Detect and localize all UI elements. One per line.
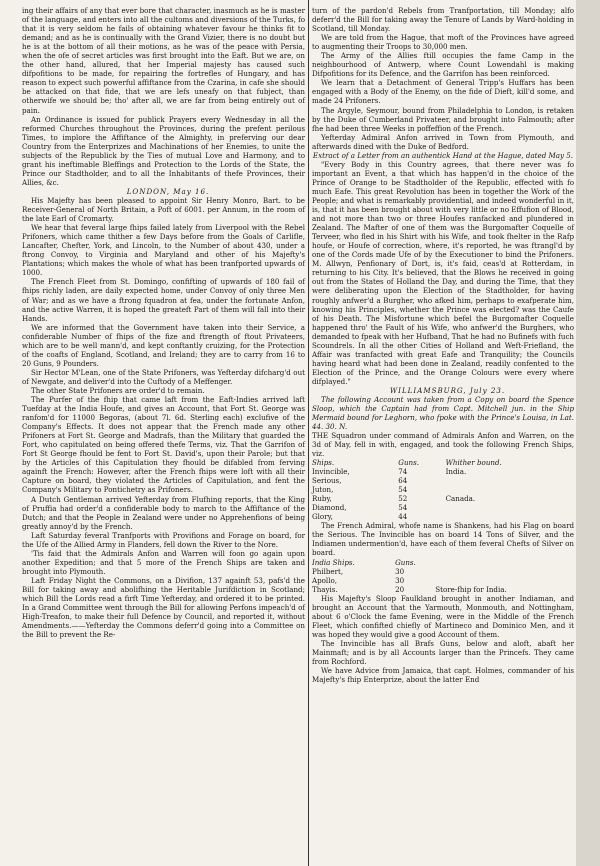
india-ship-guns: 30: [395, 566, 405, 576]
india-ship-guns: 30: [395, 575, 405, 585]
article-paragraph: Yefterday Admiral Anfon arrived in Town from Plymouth, and afterwards dined with the Duke of Bedford.: [312, 132, 574, 151]
article-paragraph: We learn that a Detachment of General Tripp's Huffars has been engaged with a Body of the Enemy, on the fide of Dieft, kill'd some, and made 24 Prifoners.: [312, 78, 574, 106]
ship-guns: 44: [398, 512, 408, 522]
french-ships-table: [312, 458, 574, 521]
table-row: [312, 485, 574, 494]
article-paragraph: ing their affairs of any that ever bore that character, inasmuch as he is master of the language, and enters into all the cultoms and diversions of the Turks, fo that it is very seldom he fails of obtaining whatever favour he thinks fit to demand; and as he is continually with the Grand Vizier, there is no doubt but he is at the bottom of all their motions, as he was of the peace with Persia, when the ofe of secret articles was first brought into the Eaft. But we are, on the other hand, allured, that her Imperial majesty has caused such difpofitions to be made, for repairing the fortrefles of Hungary, and has reason to expect such powerful affiftance from the Czarina, in cafe she should be attacked on that fide, that we are lefs uneafy on that fubject, than otherwife we should be; tho' after all, we are far from being entirely out of pain.: [22, 6, 305, 115]
ship-whither: [446, 503, 574, 512]
ship-name: Diamond,: [312, 503, 347, 513]
table-row: [312, 567, 574, 576]
article-intro-italic: The following Account was taken from a Copy on board the Spence Sloop, which the Captain had from Capt. Mitchell jun. in the Ship Mermaid bound for Leghorn, who fpoke with the Prince's Louisa, in Lat. 44. 30. N.: [312, 395, 574, 432]
india-ship-name: Apollo,: [312, 575, 337, 585]
article-paragraph: Laft Friday Night the Commons, on a Divifion, 137 againft 53, pafs'd the Bill for taking away and abolifhing the Heritable Jurifdiction in Scotland; which Bill the Lords read a firft Time Yefterday, and ordered it to be printed. In a Grand Committee went through the Bill for allowing Perfons impeach'd of High-Treafon, to make their full Defence by Council, and reported it, without Amendments.——Yefterday the Commons deferr'd going into a Committee on the Bill to prevent the Re-: [22, 575, 305, 640]
table-row: [312, 467, 574, 476]
india-guns-col-head: Guns.: [395, 557, 416, 567]
extract-heading: Extract of a Letter from an authentick Hand at the Hague, dated May 5.: [312, 150, 574, 160]
ship-name: Invincible,: [312, 467, 350, 477]
article-paragraph: turn of the pardon'd Rebels from Tranfportation, till Monday; alfo deferr'd the Bill for taking away the Tenure of Lands by Ward-holding in Scotland, till Monday.: [312, 6, 574, 34]
left-column: [22, 6, 305, 639]
ship-guns: 54: [398, 485, 408, 495]
india-ships-col-head: India Ships.: [312, 557, 355, 567]
right-column: [312, 6, 574, 684]
ship-name: Glory,: [312, 512, 333, 522]
right-margin-strip: [576, 0, 600, 866]
guns-col-head: Guns.: [398, 458, 419, 468]
india-ship-note: [435, 567, 574, 576]
table-row: [312, 503, 574, 512]
article-paragraph: The other State Prifoners are order'd to remain.: [31, 385, 205, 395]
table-row: [312, 576, 574, 585]
article-paragraph: We are told from the Hague, that moft of the Provinces have agreed to augmenting their Troops to 30,000 men.: [312, 33, 574, 52]
india-ship-note: Store-fhip for India.: [435, 584, 507, 594]
column-rule: [308, 0, 309, 866]
ship-guns: 52: [398, 494, 408, 504]
table-row: [312, 476, 574, 485]
ship-guns: 74: [398, 467, 408, 477]
ship-whither: Canada.: [445, 494, 476, 504]
article-paragraph: THE Squadron under command of Admirals Anfon and Warren, on the 3d of May, fell in with, engaged, and took the following French Ships, viz.: [312, 431, 574, 459]
ships-col-head: Ships.: [312, 458, 335, 468]
article-paragraph: His Majefty's Sloop Faulkland brought in another Indiaman, and brought an Account that the Yarmouth, Monmouth, and Nottingham, about 6 o'Clock the fame Evening, were in the Middle of the French Fleet, which confifted chiefly of Martineco and Dominico Men, and it was hoped they would give a good Account of them.: [312, 593, 574, 639]
table-header-row: [312, 558, 574, 567]
article-paragraph: Laft Saturday feveral Tranfports with Provifions and Forage on board, for the Ufe of the Allied Army in Flanders, fell down the River to the Nore.: [22, 530, 305, 549]
dateline-london: LONDON, May 16.: [126, 186, 210, 196]
ship-name: Ruby,: [312, 494, 332, 504]
whither-col-head: Whither bound.: [445, 458, 502, 468]
article-paragraph: 'Tis faid that the Admirals Anfon and Warren will foon go again upon another Expedition; and that 5 more of the French Ships are taken and brought into Plymouth.: [22, 548, 305, 576]
article-paragraph: The French Fleet from St. Domingo, confifting of upwards of 180 fail of fhips richly laden, are daily expected home, under Convoy of only three Men of War; and as we have a ftrong fquadron at fea, under the fortunate Anfon, and the active Warren, it is hoped the greateft Part of them will fall into their Hands.: [22, 277, 305, 323]
ship-whither: [446, 512, 574, 521]
india-ship-name: Philbert,: [312, 566, 344, 576]
india-ship-guns: 20: [395, 584, 405, 594]
ship-name: Serious,: [312, 476, 342, 486]
article-paragraph: His Majefty has been pleased to appoint Sir Henry Monro, Bart. to be Receiver-General of North Britain, a Poft of 6001. per Annum, in the room of the late Earl of Cromarty.: [22, 195, 305, 224]
table-row: [312, 585, 574, 594]
article-paragraph: We hear that feveral large fhips failed lately from Liverpool with the Rebel Prifoners, which came thither a few Days before from the Goals of Carlifle, Lancafter, Chefter, York, and Lincoln, to the Number of about 430, under a ftrong Convoy, to Virginia and Maryland and other of his Majefty's Plantations; which makes the whole of what has been tranfported upwards of 1000.: [22, 223, 305, 278]
india-ship-name: Thayis.: [312, 584, 338, 594]
article-paragraph: We are informed that the Government have taken into their Service, a confiderable Number of fhips of the fize and ftrength of ftout Privateers, which are to be well mann'd, and kept conftantly cruizing, for the Protection of the coafts of England, Scotland, and Ireland; they are to carry from 16 to 20 Guns, 9 Pounders.: [22, 322, 305, 368]
ship-guns: 54: [398, 503, 408, 513]
article-paragraph: We have Advice from Jamaica, that capt. Holmes, commander of his Majefty's fhip Enterprize, about the latter End: [312, 665, 574, 684]
india-ships-table: [312, 558, 574, 594]
ship-whither: [446, 476, 574, 485]
ship-whither: [446, 485, 574, 494]
article-paragraph: A Dutch Gentleman arrived Yefterday from Flufhing reports, that the King of Pruffia had order'd a confiderable body to march to the Affiftance of the Dutch; and that the People in Zealand were under no Apprehenfions of being greatly annoy'd by the French.: [22, 494, 305, 531]
article-paragraph: The Purfer of the fhip that came laft from the Eaft-Indies arrived laft Tuefday at the India Houfe, and gives an Account, that Fort St. George was ranfom'd for 11000 Begoras, (about 7l. 6d. Sterling each) exclufive of the Company's Effects. It does not appear that the French made any other Prifoners at Fort St. George and Madrafs, than the Military that guarded the Fort, who capitulated on being offered thefe Terms, viz. That the Garrifon of Fort St George fhould be fent to Fort St. David's, upon their Parole; but that by the Articles of this Capitulation they fhould be difabled from ferving againft the French: However, after the French fhips were loft with all their Capture on board, they violated the Articles of Capitulation, and fent the Company's Military to Pontichetry as Prifoners.: [22, 395, 305, 495]
article-paragraph: "Every Body in this Country agrees, that there never was fo important an Event, a that which has happen'd in the choice of the Prince of Orange to be Stadtholder of the Republic, effected with fo much Eafe. This great Revolution has been in together the Work of the People; and what is remarkably providential, and indeed wonderful in it, is, that it has been brought about with very little or no Effufion of Blood, and not more than two or three Houfes ranfacked and plundered in Zealand. The Mafter of one of them was the Burgomafter Coquelle of Terveer, who fled in his Shirt with his Wife, and took fhelter in the Rafp houfe, or Houfe of correction, where, it's reported, he was ftrangl'd by one of the Cords made Ufe of by the Executioner to bind the Prifoners. M. Allwyn, Penfionary of Dort, is, it's faid, ceas'd at Rotterdam, in returning to his City. It's believed, that the Blows he received in going out from the States of Holland the Day, and during the Time, that they were deliberating upon the Election of the Stadtholder, for having roughly anfwer'd a Burgher, who afked him, perhaps to exafperate him, knowing his Principles, whether the Prince was elected? was the Caufe of his Death. The Misfortune which befel the Burgomafter Coquelle happened thro' the Fault of his Wife, who anfwer'd the Burghers, who demanded to fpeak with her Hufband, That he had no Bufinefs with fuch Scoundrels. In all the other Cities of Holland and Weft-Friefland, the Affair was tranfacted with great Eafe and Tranquility; the Councils having heard what had been done in Zealand, readily confented to the Election of the Prince, and the Orange Colours were every where difplayed.": [312, 159, 574, 386]
article-paragraph: The Invincible has all Brafs Guns, below and aloft, abaft her Mainmaft; and is by all Accounts larger than the Princefs. They came from Rochford.: [312, 638, 574, 666]
article-paragraph: An Ordinance is issued for publick Prayers every Wednesday in all the reformed Churches throughout the Provinces, during the prefent perilous Times, to implore the Affiftance of the Almighty, in preferving our dear Country from the Enterprizes and Machinations of her Enemies, to unite the subjects of the Republick by the Ties of mutual Love and Harmony, and to grant his ineftimable Bleffings and Protection to the Lords of the State, the Prince our Stadtholder, and to all the Inhabitants of thefe Provinces, their Allies, &c.: [22, 114, 305, 187]
article-paragraph: The Army of the Allies ftill occupies the fame Camp in the neighbourhood of Antwerp, where Count Lowendahl is making Difpofitions for its Defence, and the Garrifon has been reinforced.: [312, 51, 574, 79]
india-ship-note: [435, 576, 574, 585]
india-note-col-head: [435, 558, 574, 567]
article-paragraph: The French Admiral, whofe name is Shankens, had his Flag on board the Serious. The Invincible has on board 14 Tons of Silver, and the Indiamen undermention'd, have each of them feveral Chefts of Silver on board.: [312, 521, 574, 558]
ship-name: Juton,: [312, 485, 334, 495]
ship-whither: India.: [445, 467, 467, 477]
table-row: [312, 494, 574, 503]
table-header-row: [312, 458, 574, 467]
article-paragraph: Sir Hector M'Lean, one of the State Prifoners, was Yefterday difcharg'd out of Newgate, and deliver'd into the Cuftody of a Meffenger.: [22, 367, 305, 386]
ship-guns: 64: [398, 476, 408, 486]
dateline-williamsburg: WILLIAMSBURG, July 23.: [389, 385, 506, 395]
table-row: [312, 512, 574, 521]
article-paragraph: The Argyle, Seymour, bound from Philadelphia to London, is retaken by the Duke of Cumberland Privateer, and brought into Falmouth; after fhe had been three Weeks in poffeffion of the French.: [312, 105, 574, 133]
